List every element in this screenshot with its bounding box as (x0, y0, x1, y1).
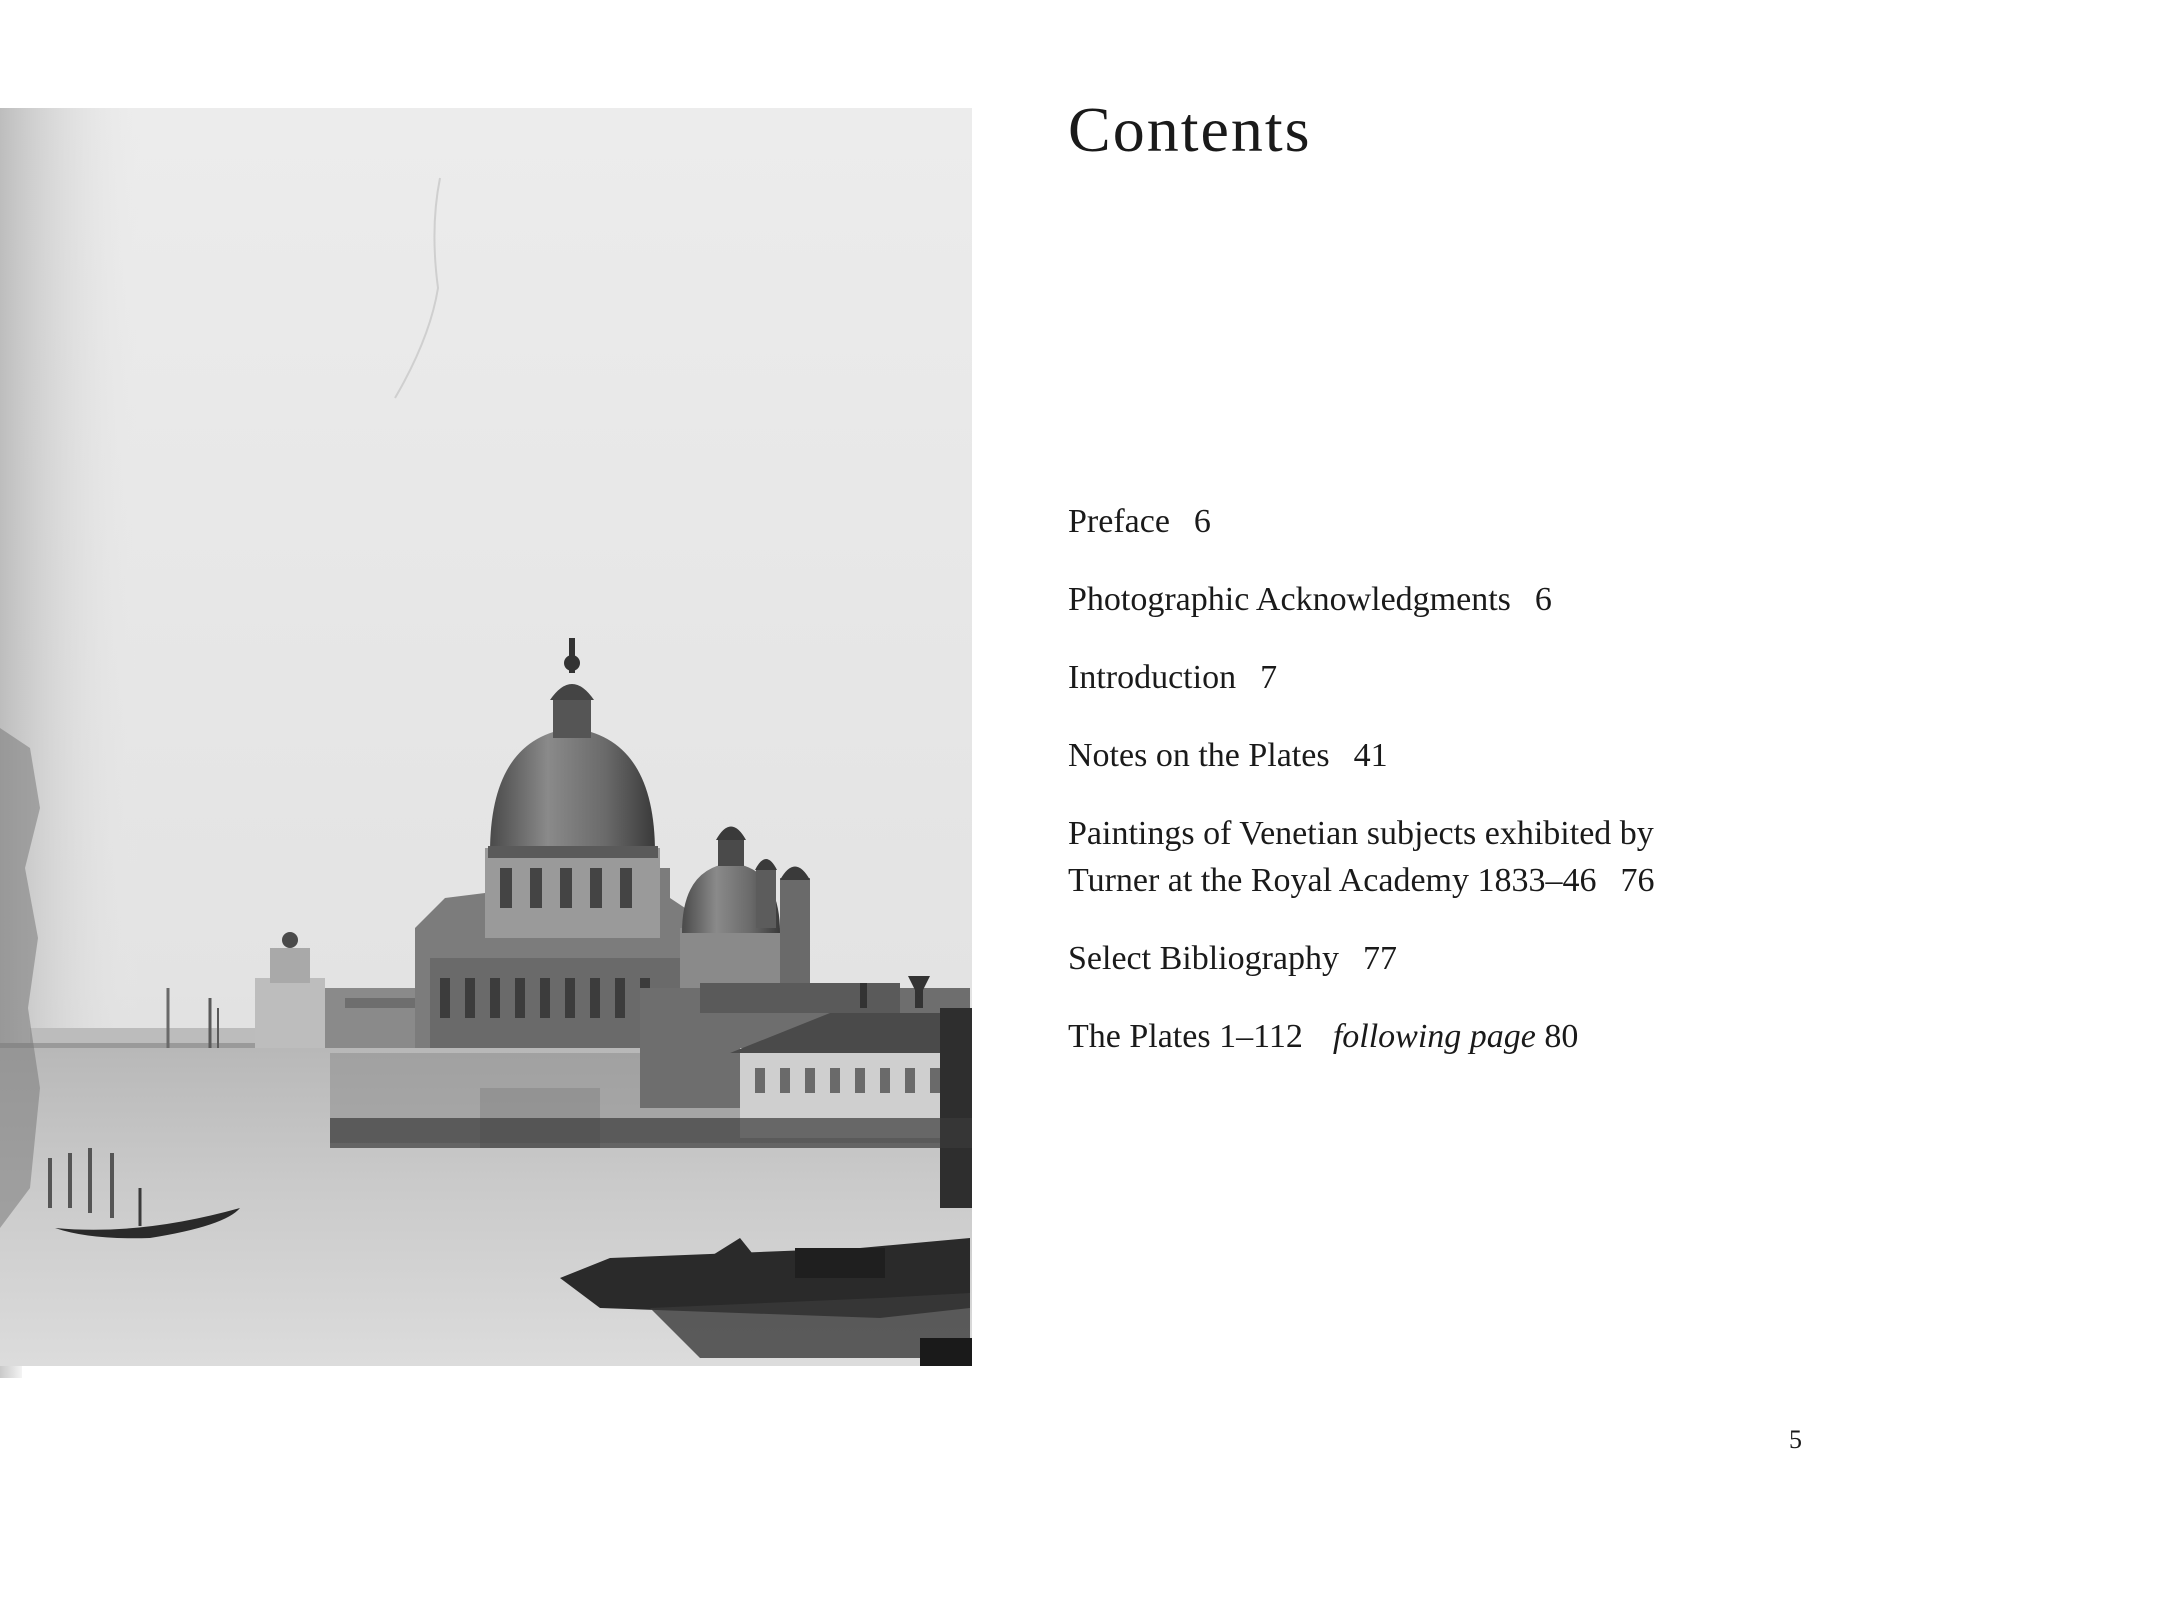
toc-entry-paintings (1068, 810, 1848, 904)
toc-entry-bibliography (1068, 935, 1848, 982)
table-of-contents (1068, 498, 1848, 1091)
toc-entry-page: 41 (1353, 737, 1388, 774)
toc-entry-introduction (1068, 654, 1848, 701)
toc-entry-label: Introduction (1068, 659, 1237, 696)
toc-entry-acknowledgments (1068, 576, 1848, 623)
toc-entry-page: 77 (1363, 940, 1398, 977)
toc-entry-label-line2: Turner at the Royal Academy 1833–46 (1068, 862, 1597, 899)
toc-entry-note: following page (1332, 1018, 1536, 1055)
toc-entry-page: 7 (1260, 659, 1278, 696)
toc-entry-label: Select Bibliography (1068, 940, 1340, 977)
venice-photograph (0, 108, 972, 1366)
toc-entry-page: 6 (1193, 503, 1211, 540)
toc-entry-page: 80 (1544, 1018, 1579, 1055)
toc-entry-preface (1068, 498, 1848, 545)
toc-entry-label-line1: Paintings of Venetian subjects exhibited by (1068, 815, 1654, 852)
toc-entry-plates (1068, 1013, 1848, 1060)
toc-entry-notes (1068, 732, 1848, 779)
toc-entry-label: The Plates 1–112 (1068, 1018, 1303, 1055)
toc-entry-label: Notes on the Plates (1068, 737, 1330, 774)
toc-entry-label: Preface (1068, 503, 1170, 540)
page-number: 5 (1789, 1425, 1802, 1454)
toc-entry-page: 76 (1620, 862, 1655, 899)
toc-entry-page: 6 (1534, 581, 1552, 618)
toc-entry-label: Photographic Acknowledgments (1068, 581, 1511, 618)
page-title: Contents (1068, 94, 1312, 165)
